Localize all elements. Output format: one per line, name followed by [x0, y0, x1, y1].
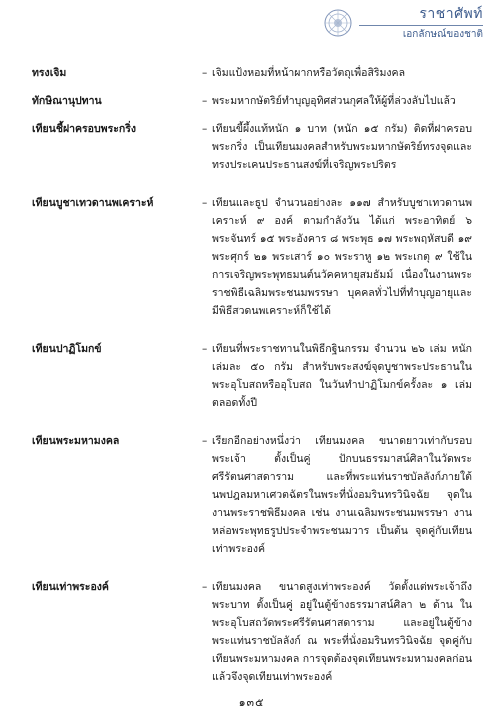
page-number: ๑๓๕	[238, 696, 265, 709]
glossary-entry	[32, 432, 472, 558]
header-title: ราชาศัพท์	[419, 6, 483, 22]
header-divider	[359, 25, 483, 26]
glossary-list	[32, 64, 472, 686]
entry-definition: – เรียกอีกอย่างหนึ่งว่า เทียนมงคล ขนาดยาวเท่ากับรอบพระเจ้า ตั้งเป็นคู่ ปักบนธรรมาสน์ศิลาในวัดพระศรีรัตนศาสดาราม และที่พระแท่นราชบัลลังก์ภายใต้นพปฎลมหาเศวตฉัตรในพระที่นั่งอมรินทรวินิจฉัย จุดในงานพระราชพิธีมงคล เช่น งานเฉลิมพระชนมพรรษา งานหล่อพระพุทธรูปประจำพระชนมวาร เป็นต้น จุดคู่กับเทียนเท่าพระองค์	[202, 432, 472, 558]
glossary-entry	[32, 92, 472, 112]
entry-definition: – เทียนขี้ผึ้งแท้หนัก ๑ บาท (หนัก ๑๕ กรัม) ติดที่ฝาครอบพระกริ่ง เป็นเทียนมงคลสำหรับพระมหากษัตริย์ทรงจุดและทรงประเคนประธานสงฆ์ที่เจริญพระปริตร	[202, 120, 472, 174]
header-subtitle: เอกลักษณ์ของชาติ	[402, 29, 483, 40]
emblem-icon	[323, 8, 353, 38]
entry-term: เทียนปาฏิโมกข์	[32, 343, 102, 355]
glossary-entry	[32, 340, 472, 412]
glossary-entry	[32, 120, 472, 174]
page-header	[323, 6, 483, 46]
glossary-entry	[32, 578, 472, 686]
glossary-entry	[32, 194, 472, 320]
glossary-entry	[32, 64, 472, 84]
entry-definition: – เทียนมงคล ขนาดสูงเท่าพระองค์ วัดตั้งแต่พระเจ้าถึงพระบาท ตั้งเป็นคู่ อยู่ในตู้ข้างธรรมาสน์ศิลา ๒ ด้าน ในพระอุโบสถวัดพระศรีรัตนศาสดาราม และอยู่ในตู้ข้างพระแท่นราชบัลลังก์ ณ พระที่นั่งอมรินทรวินิจฉัย จุดคู่กับเทียนพระมหามงคล การจุดต้องจุดเทียนพระมหามงคลก่อน แล้วจึงจุดเทียนเท่าพระองค์	[202, 578, 472, 686]
entry-term: ทรงเจิม	[32, 67, 67, 79]
entry-term: เทียนบูชาเทวดานพเคราะห์	[32, 197, 154, 209]
entry-definition: – เจิมแป้งหอมที่หน้าผากหรือวัตถุเพื่อสิริมงคล	[202, 64, 472, 82]
entry-term: เทียนเท่าพระองค์	[32, 581, 109, 593]
entry-definition: – เทียนที่พระราชทานในพิธีกฐินกรรม จำนวน ๒๖ เล่ม หนักเล่มละ ๕๐ กรัม สำหรับพระสงฆ์จุดบูชาพระประธานในพระอุโบสถหรืออุโบสถ ในวันทำปาฏิโมกข์ครั้งละ ๑ เล่ม ตลอดทั้งปี	[202, 340, 472, 412]
entry-definition: – เทียนและธูป จำนวนอย่างละ ๑๑๗ สำหรับบูชาเทวดานพเคราะห์ ๙ องค์ ตามกำลังวัน ได้แก่ พระอาทิตย์ ๖ พระจันทร์ ๑๕ พระอังคาร ๘ พระพุธ ๑๗ พระพฤหัสบดี ๑๙ พระศุกร์ ๒๑ พระเสาร์ ๑๐ พระราหู ๑๒ พระเกตุ ๙ ใช้ในการเจริญพระพุทธมนต์นวัคคหายุสมธัมม์ เนื่องในงานพระราชพิธีเฉลิมพระชนมพรรษา บุคคลทั่วไปที่ทำบุญอายุและมีพิธีสวดนพเคราะห์ก็ใช้ได้	[202, 194, 472, 320]
entry-term: เทียนชี้ฝาครอบพระกริ่ง	[32, 123, 136, 135]
entry-term: ทักษิณานุปทาน	[32, 95, 102, 107]
entry-definition: – พระมหากษัตริย์ทำบุญอุทิศส่วนกุศลให้ผู้ที่ล่วงลับไปแล้ว	[202, 92, 472, 110]
entry-term: เทียนพระมหามงคล	[32, 435, 120, 447]
